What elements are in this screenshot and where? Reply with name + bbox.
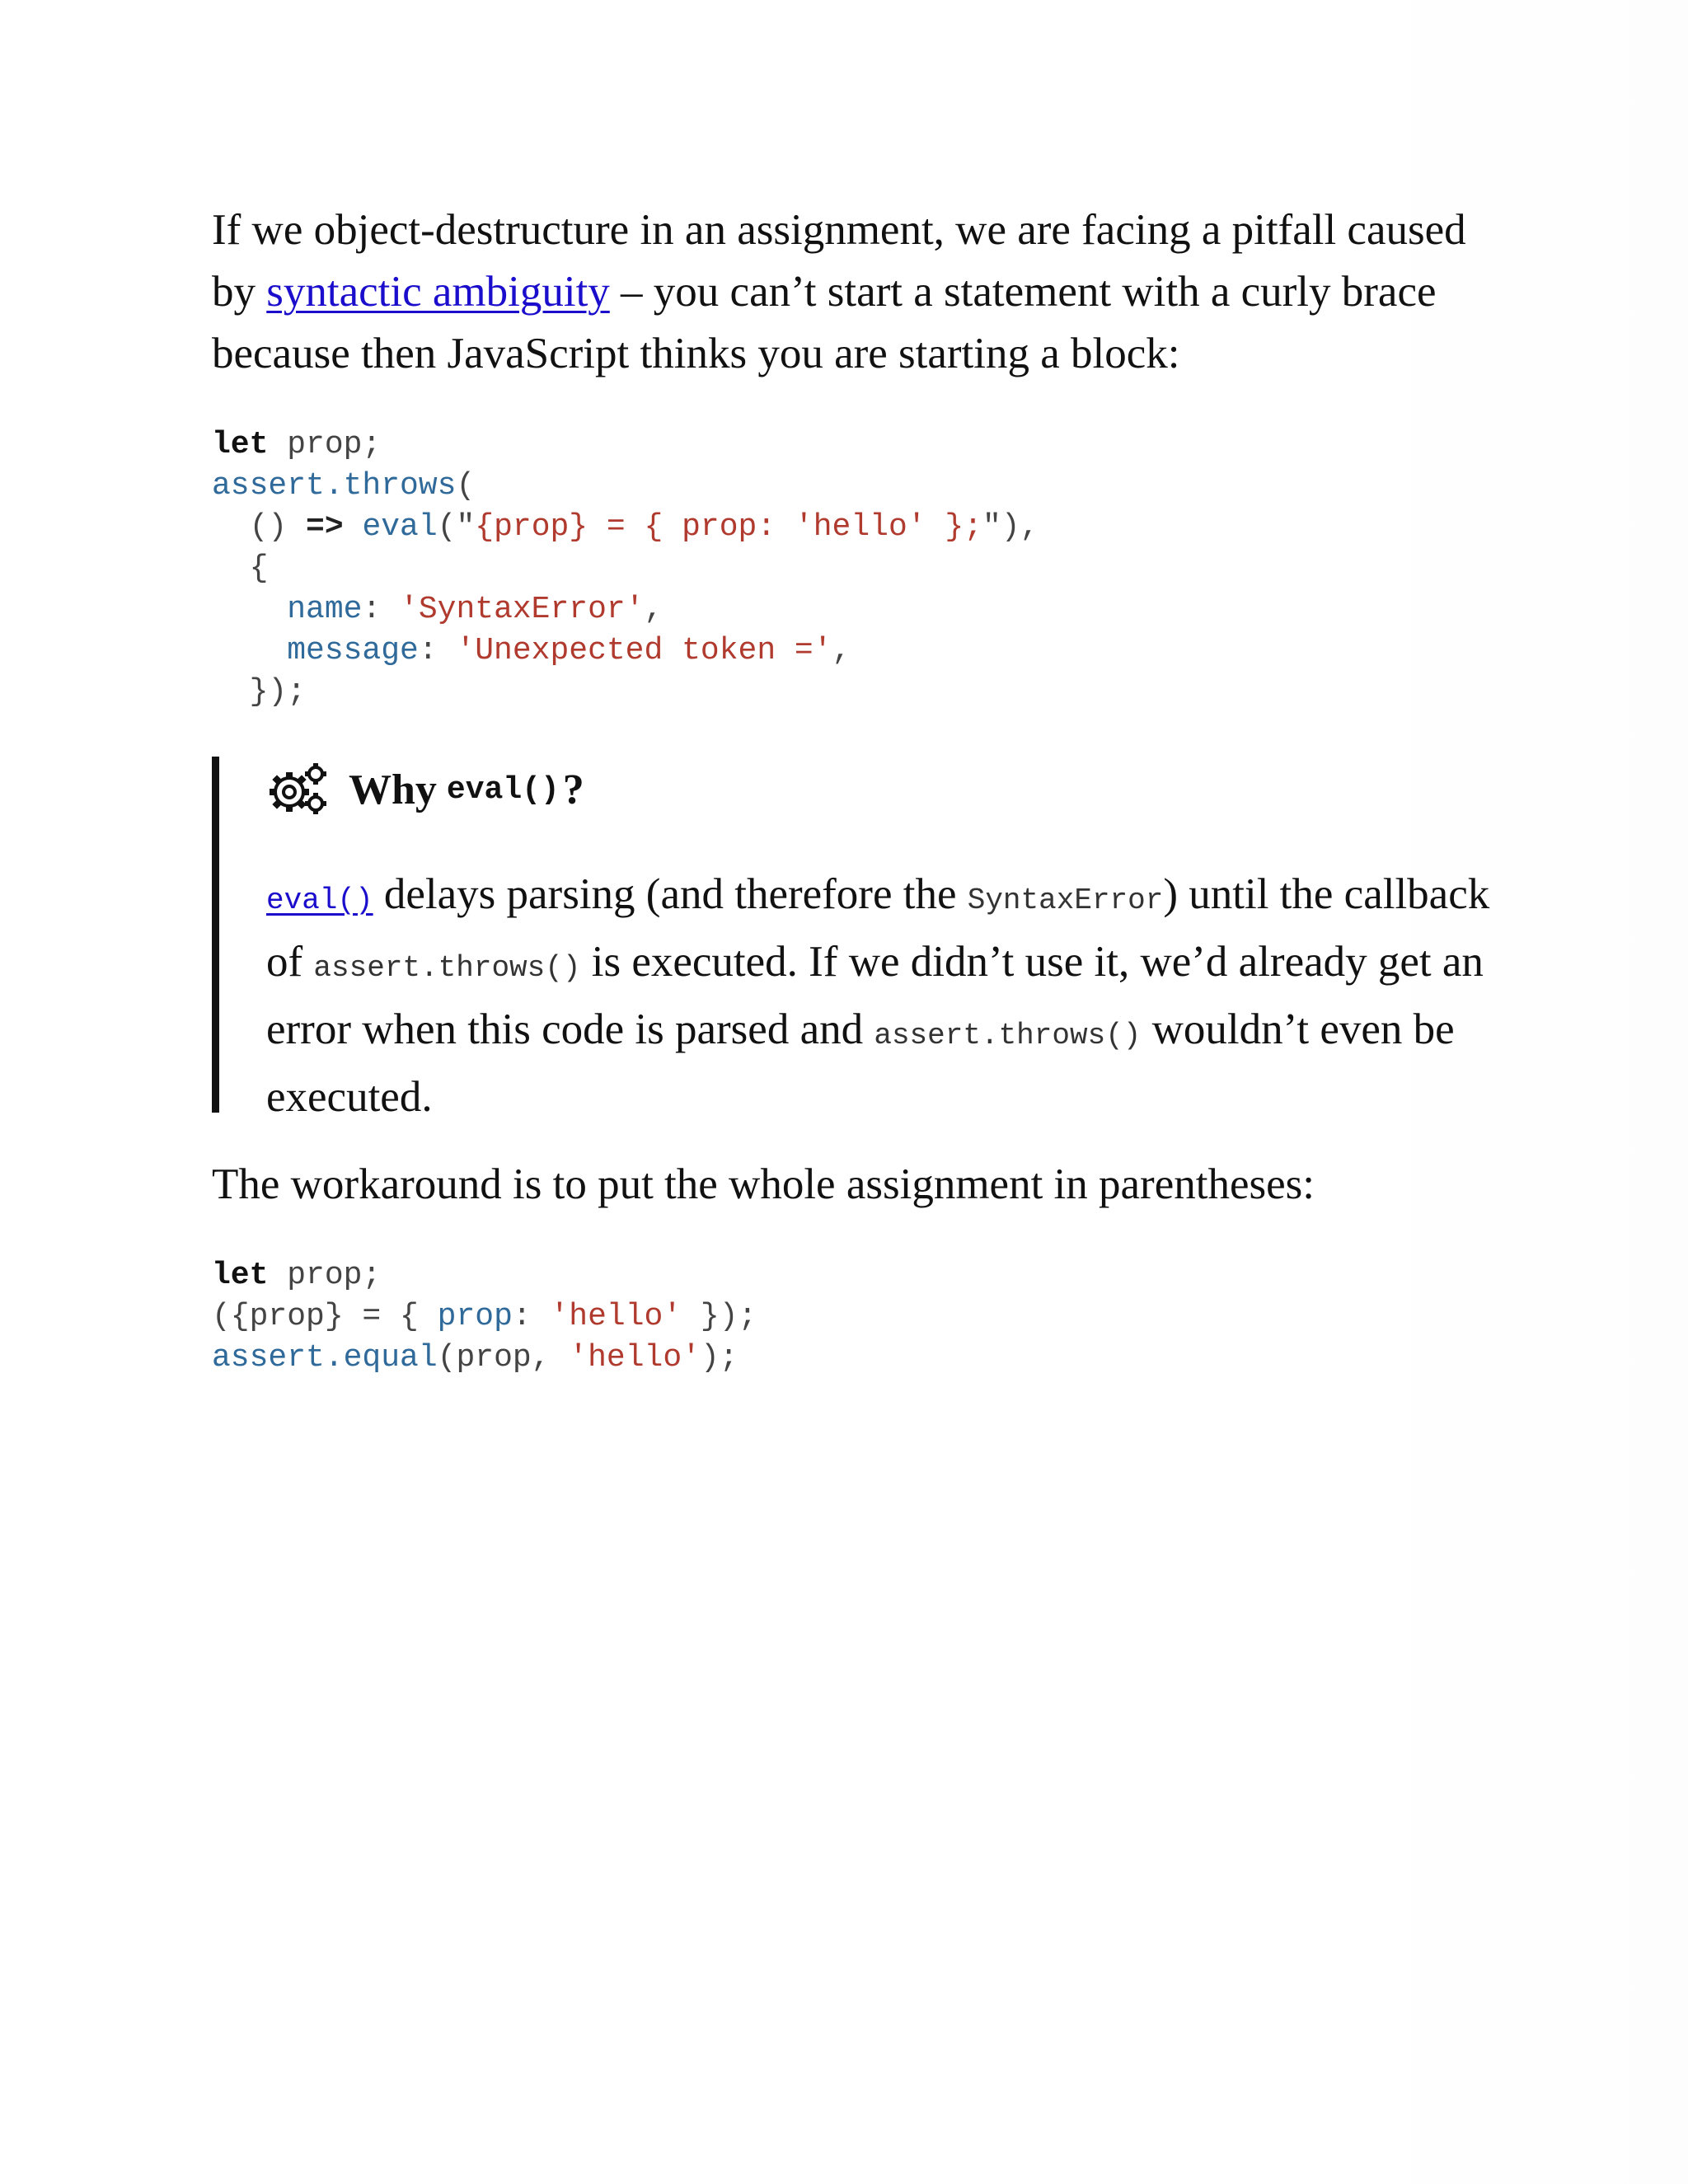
code-token: 'hello': [550, 1299, 682, 1334]
callout-text: wouldn’t even be executed.: [266, 1005, 1455, 1121]
intro-paragraph: [212, 199, 1481, 385]
code-block-throws: [212, 424, 1039, 713]
code-token: );: [700, 1340, 738, 1376]
code-token: name: [212, 592, 363, 627]
code-token: message: [212, 633, 419, 668]
callout-text: ) until the callback of: [266, 870, 1490, 986]
intro-text-before: If we object-destructure in an assignment, we are facing a pitfall caused by: [212, 206, 1466, 316]
code-token: (": [437, 509, 476, 545]
code-token: });: [682, 1299, 757, 1334]
code-token: ({prop} = {: [212, 1299, 438, 1334]
code-token: let: [212, 1258, 269, 1293]
code-token: "),: [982, 509, 1039, 545]
code-token: (prop,: [437, 1340, 570, 1376]
code-token: :: [418, 633, 457, 668]
code-token: });: [212, 674, 307, 710]
code-token: ,: [832, 633, 851, 668]
code-token: prop;: [268, 1258, 382, 1293]
why-eval-callout: [212, 757, 1505, 1121]
code-token: {prop} = { prop: 'hello' };: [475, 509, 982, 545]
code-token: (): [212, 509, 307, 545]
code-token: ,: [644, 592, 663, 627]
code-token: prop;: [268, 427, 382, 462]
code-block-workaround: [212, 1255, 757, 1379]
callout-text: delays parsing (and therefore the: [373, 870, 968, 918]
code-token: assert.throws: [212, 468, 457, 504]
syntactic-ambiguity-link[interactable]: syntactic ambiguity: [266, 268, 610, 316]
callout-title-code: eval(): [446, 771, 560, 808]
intro-text-after: – you can’t start a statement with a curly brace because then JavaScript thinks you are starting a block:: [212, 268, 1437, 377]
code-token: let: [212, 427, 269, 462]
code-token: :: [362, 592, 401, 627]
code-token: 'Unexpected token =': [456, 633, 832, 668]
eval-link[interactable]: [266, 870, 373, 918]
code-token: assert.equal: [212, 1340, 438, 1376]
callout-body: [266, 864, 1503, 1128]
code-token: eval: [343, 509, 438, 545]
callout-title-question: ?: [562, 766, 584, 813]
assert-throws-code: assert.throws(): [874, 1019, 1142, 1052]
gears-icon: [266, 762, 329, 817]
callout-text: is executed. If we didn’t use it, we’d already get an error when this code is parsed and: [266, 938, 1484, 1053]
callout-heading: [266, 757, 584, 823]
assert-throws-code: assert.throws(): [313, 951, 581, 985]
code-token: 'SyntaxError': [400, 592, 645, 627]
code-token: {: [212, 551, 269, 586]
code-token: =>: [306, 509, 344, 545]
code-token: (: [456, 468, 476, 504]
callout-title-text: Why: [349, 766, 437, 813]
code-token: 'hello': [569, 1340, 701, 1376]
syntaxerror-code: SyntaxError: [967, 883, 1164, 917]
workaround-paragraph: The workaround is to put the whole assignment in parentheses:: [212, 1160, 1315, 1208]
code-token: :: [512, 1299, 551, 1334]
code-token: prop: [437, 1299, 513, 1334]
eval-link-code: eval(): [266, 883, 373, 917]
